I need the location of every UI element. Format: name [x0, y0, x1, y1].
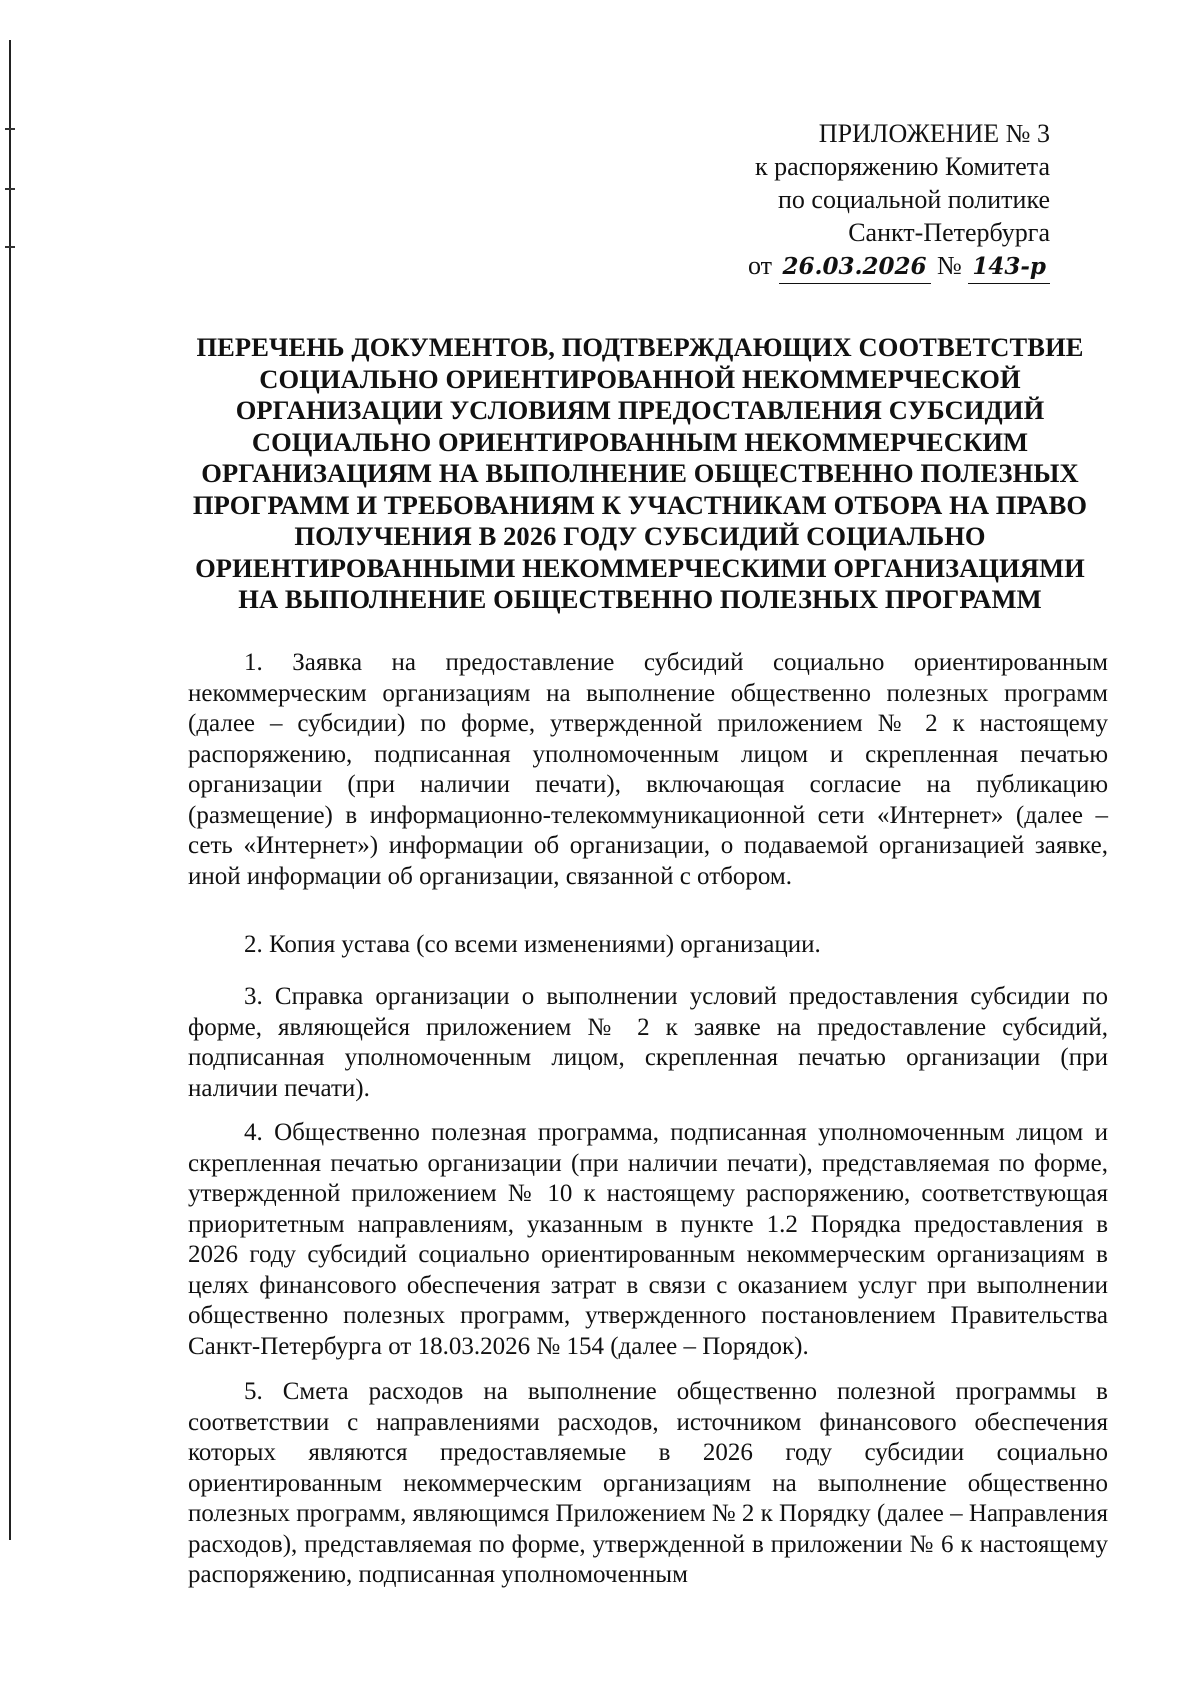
list-item-2 [188, 930, 1108, 961]
list-item-4 [188, 1118, 1108, 1362]
scan-edge-tick [5, 128, 15, 130]
scan-edge-tick [5, 246, 15, 248]
appendix-label: ПРИЛОЖЕНИЕ № 3 [818, 119, 1050, 148]
title-line: СОЦИАЛЬНО ОРИЕНТИРОВАННОЙ НЕКОММЕРЧЕСКОЙ [259, 363, 1021, 394]
paragraph-text: 5. Смета расходов на выполнение общественно полезной программы в соответствии с направлениями расходов, источником финансового обеспечения которых являются предоставляемые в 2026 году субсидии социально ориентированным некоммерческим организациям на выполнение общественно полезных программ, являющимся Приложением № 2 к Порядку (далее – Направления расходов), представляемая по форме, утвержденной в приложении № 6 к настоящему распоряжению, подписанная уполномоченным [188, 1378, 1108, 1588]
list-item-5 [188, 1377, 1108, 1591]
title-line: НА ВЫПОЛНЕНИЕ ОБЩЕСТВЕННО ПОЛЕЗНЫХ ПРОГРАММ [238, 584, 1042, 614]
list-item-1 [188, 648, 1108, 892]
paragraph-text: 2. Копия устава (со всеми изменениями) организации. [244, 931, 821, 958]
date-prefix: от [747, 251, 772, 280]
appendix-header [748, 117, 1050, 284]
document-title [190, 332, 1090, 616]
title-line: ОРГАНИЗАЦИИ УСЛОВИЯМ ПРЕДОСТАВЛЕНИЯ СУБСИДИЙ [235, 395, 1045, 425]
number-prefix: № [937, 251, 962, 280]
paragraph-text: 4. Общественно полезная программа, подписанная уполномоченным лицом и скрепленная печатью организации (при наличии печати), представляемая по форме, утвержденной приложением № 10 к настоящему распоряжению, соответствующая приоритетным направлениям, указанным в пункте 1.2 Порядка предоставления в 2026 году субсидий социально ориентированным некоммерческим организациям в целях финансового обеспечения затрат в связи с оказанием услуг при выполнении общественно полезных программ, утвержденного постановлением Правительства Санкт-Петербурга от 18.03.2026 № 154 (далее – Порядок). [188, 1119, 1108, 1360]
title-line: ПОЛУЧЕНИЯ В 2026 ГОДУ СУБСИДИЙ СОЦИАЛЬНО [294, 521, 986, 551]
appendix-line-3: по социальной политике [778, 185, 1050, 214]
handwritten-date: 26.03.2026 [779, 250, 931, 284]
appendix-line-2: к распоряжению Комитета [754, 152, 1050, 181]
title-line: СОЦИАЛЬНО ОРИЕНТИРОВАННЫМ НЕКОММЕРЧЕСКИМ [251, 426, 1029, 457]
title-line: ОРГАНИЗАЦИЯМ НА ВЫПОЛНЕНИЕ ОБЩЕСТВЕННО ПОЛЕЗНЫХ [201, 458, 1079, 488]
appendix-date-line [748, 249, 1050, 284]
appendix-line-4: Санкт-Петербурга [848, 218, 1050, 247]
scan-edge-tick [5, 188, 15, 190]
scan-edge-line [9, 40, 11, 1540]
title-line: ПРОГРАММ И ТРЕБОВАНИЯМ К УЧАСТНИКАМ ОТБОРА НА ПРАВО [192, 489, 1088, 520]
list-item-3 [188, 982, 1108, 1104]
paragraph-text: 1. Заявка на предоставление субсидий социально ориентированным некоммерческим организациям на выполнение общественно полезных программ (далее – субсидии) по форме, утвержденной приложением № 2 к настоящему распоряжению, подписанная уполномоченным лицом и скрепленная печатью организации (при наличии печати), включающая согласие на публикацию (размещение) в информационно-телекоммуникационной сети «Интернет» (далее – сеть «Интернет») информации об организации, о подаваемой организацией заявке, иной информации об организации, связанной с отбором. [188, 649, 1108, 890]
title-line: ОРИЕНТИРОВАННЫМИ НЕКОММЕРЧЕСКИМИ ОРГАНИЗАЦИЯМИ [195, 552, 1085, 583]
handwritten-number: 143-р [968, 250, 1050, 284]
paragraph-text: 3. Справка организации о выполнении условий предоставления субсидии по форме, являющейся приложением № 2 к заявке на предоставление субсидий, подписанная уполномоченным лицом, скрепленная печатью организации (при наличии печати). [188, 983, 1108, 1102]
title-line: ПЕРЕЧЕНЬ ДОКУМЕНТОВ, ПОДТВЕРЖДАЮЩИХ СООТВЕТСТВИЕ [196, 332, 1084, 362]
